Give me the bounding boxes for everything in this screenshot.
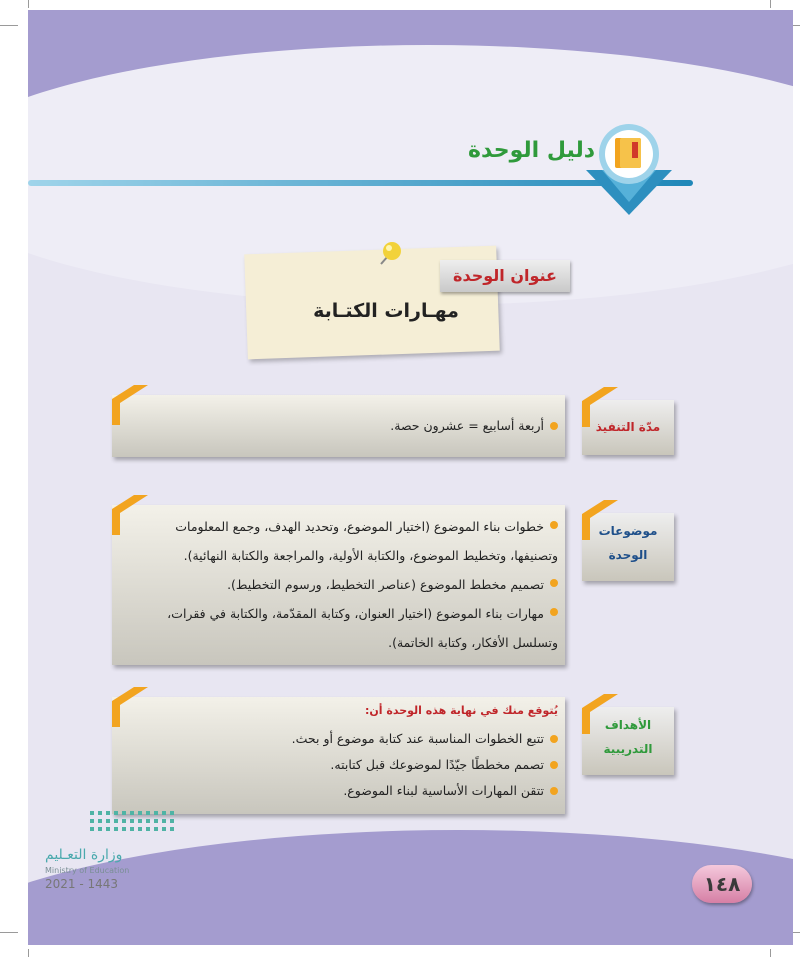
crop-mark — [770, 0, 771, 8]
orange-corner-icon — [578, 694, 618, 734]
list-item-continuation: وتصنيفها، وتخطيط الموضوع، والكتابة الأولية، والمراجعة والكتابة النهائية). — [183, 548, 558, 563]
edition-year: 2021 - 1443 — [45, 877, 119, 891]
ministry-logo-icon — [42, 805, 192, 845]
page-number: ١٤٨ — [692, 865, 752, 903]
list-item-continuation: وتسلسل الأفكار، وكتابة الخاتمة). — [388, 635, 558, 650]
list-item: تصميم مخطط الموضوع (عناصر التخطيط، ورسوم التخطيط). — [128, 570, 558, 599]
ministry-name-arabic: وزارة التعـليم — [45, 847, 123, 863]
book-emblem-icon — [582, 122, 676, 217]
topics-label-line1: موضوعات — [598, 524, 658, 538]
goals-list — [128, 726, 558, 804]
page-title: دليل الوحدة — [468, 138, 595, 163]
topics-label-line2: الوحدة — [608, 548, 648, 562]
crop-mark — [28, 949, 29, 957]
list-item: مهارات بناء الموضوع (اختيار العنوان، وكتابة المقدّمة، والكتابة في فقرات، — [128, 599, 558, 628]
orange-corner-icon — [578, 387, 618, 427]
orange-corner-icon — [578, 500, 618, 540]
duration-list — [128, 413, 558, 439]
crop-mark — [0, 25, 18, 26]
unit-label: عنوان الوحدة — [453, 266, 557, 285]
list-item: أربعة أسابيع = عشرون حصة. — [128, 413, 558, 439]
crop-mark — [0, 932, 18, 933]
pushpin-icon — [375, 240, 403, 268]
unit-label-tab — [440, 260, 570, 292]
unit-title: مهـارات الكتـابة — [313, 300, 459, 322]
crop-mark — [28, 0, 29, 8]
bottom-wave — [28, 830, 793, 945]
goals-label-line1: الأهداف — [604, 718, 652, 732]
list-item: خطوات بناء الموضوع (اختيار الموضوع، وتحديد الهدف، وجمع المعلومات — [128, 512, 558, 541]
list-item: تتبع الخطوات المناسبة عند كتابة موضوع أو بحث. — [128, 726, 558, 752]
duration-label: مدّة التنفيذ — [595, 420, 661, 434]
ministry-name-english: Ministry of Education — [45, 866, 130, 875]
list-item: تصمم مخططًا جيّدًا لموضوعك قبل كتابته. — [128, 752, 558, 778]
list-item: تتقن المهارات الأساسية لبناء الموضوع. — [128, 778, 558, 804]
crop-mark — [770, 949, 771, 957]
goals-intro: يُتوقع منك في نهاية هذه الوحدة أن: — [364, 704, 558, 717]
topics-list — [128, 512, 558, 657]
goals-label-line2: التدريبية — [603, 742, 653, 756]
